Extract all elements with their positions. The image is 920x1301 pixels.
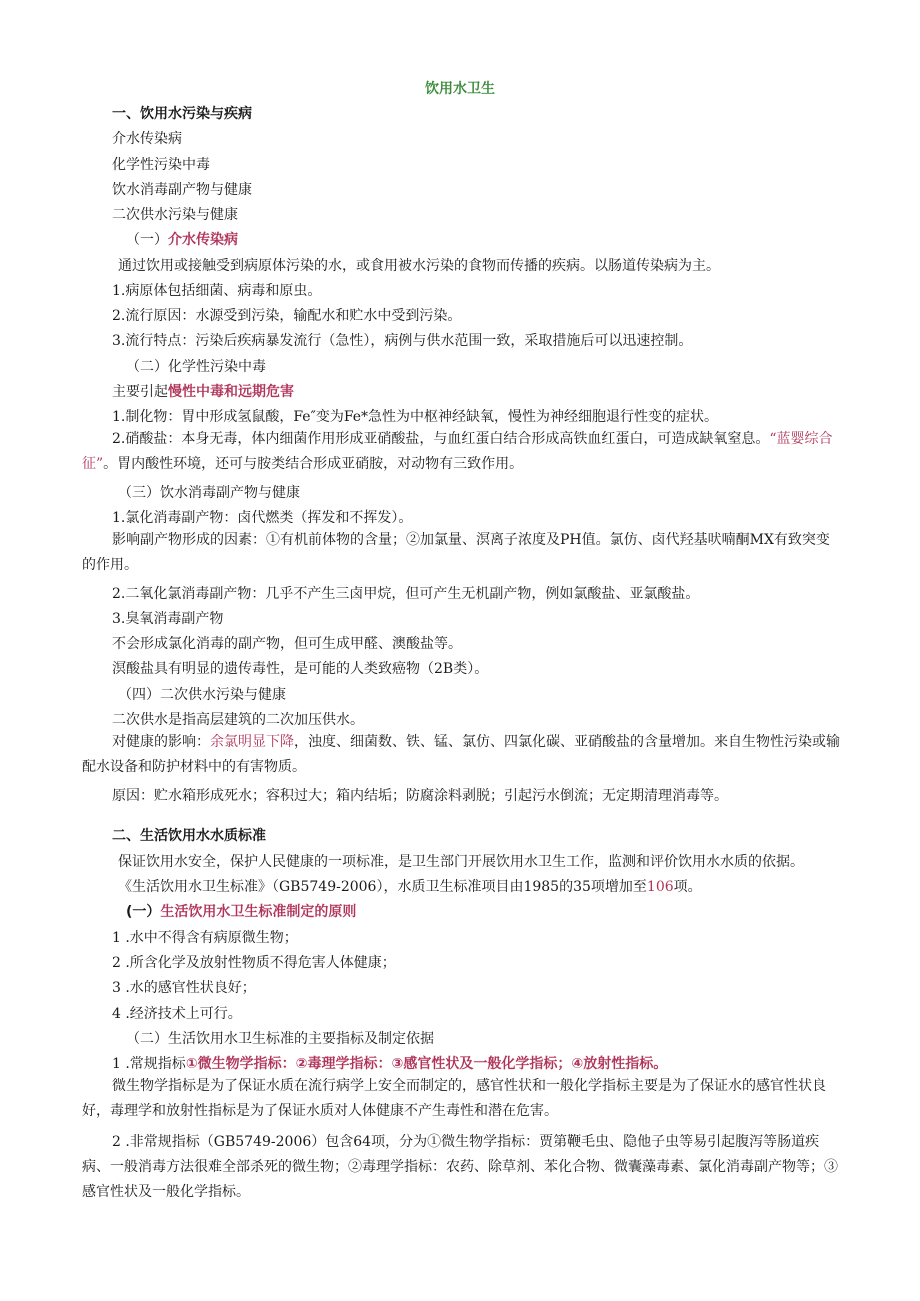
paragraph: 2.流行原因：水源受到污染，输配水和贮水中受到污染。 (112, 308, 462, 324)
highlight-text: ①微生物学指标：②毒理学指标：③感官性状及一般化学指标；④放射性指标。 (185, 1056, 668, 1072)
paragraph: 不会形成氯化消毒的副产物，但可生成甲醛、澳酸盐等。 (112, 636, 462, 652)
list-item: 化学性污染中毒 (112, 157, 210, 173)
paragraph: 微生物学指标是为了保证水质在流行病学上安全而制定的，感官性状和一般化学指标主要是为了保证水的感官性状良好，毒理学和放射性指标是为了保证水质对人体健康不产生毒性和潜在危害。 (82, 1078, 826, 1119)
paragraph (82, 427, 842, 477)
paragraph: 1.制化物：胃中形成氢鼠酸，Fe″变为Fe*急性为中枢神经缺氧，慢性为神经细胞退行性变的症状。 (112, 409, 719, 425)
list-item: 饮水消毒副产物与健康 (112, 182, 252, 198)
highlight-text: 慢性中毒和远期危害 (168, 384, 294, 400)
highlight-text: 余氯明显下降 (210, 734, 294, 750)
subsection-4-heading: （四）二次供水污染与健康 (118, 687, 286, 703)
paragraph: 原因：贮水箱形成死水；容积过大；箱内结垢；防腐涂料剥脱；引起污水倒流；无定期清理消毒等。 (112, 788, 728, 804)
paragraph-text: ，浊度、细菌数、铁、锰、氯仿、四氯化碳、亚硝酸盐的含量增加。来自生物性污染或输配水设备和防护材料中的有害物质。 (82, 734, 840, 775)
subsection-2-heading: （二）化学性污染中毒 (126, 359, 266, 375)
paragraph (118, 877, 848, 897)
list-item: 4 .经济技术上可行。 (112, 1006, 242, 1022)
subsection-title-highlight: 生活饮用水卫生标准制定的原则 (160, 904, 357, 920)
list-item: 介水传染病 (112, 131, 182, 147)
paragraph: 2 .非常规指标（GB5749-2006）包含64项，分为①微生物学指标：贾第鞭毛虫、隐他子虫等易引起腹泻等肠道疾病、一般消毒方法很难全部杀死的微生物；②毒理学指标：农药、除草剂、苯化合物、微囊藻毒素、氯化消毒副产物等；③感官性状及一般化学指标。 (82, 1134, 838, 1200)
paragraph-lead: 主要引起 (112, 384, 168, 400)
paragraph-text: 对健康的影响： (112, 734, 210, 750)
list-item: 2 .所含化学及放射性物质不得危害人体健康； (112, 955, 396, 971)
paragraph: 1.氯化消毒副产物：卤代燃类（挥发和不挥发）。 (112, 510, 413, 526)
subsection-heading: （二）生活饮用水卫生标准的主要指标及制定依据 (126, 1031, 434, 1047)
paragraph-text: 。胃内酸性环境，还可与胺类结合形成亚硝胺，对动物有三致作用。 (103, 456, 524, 472)
paragraph: 3.流行特点：污染后疾病暴发流行（急性），病例与供水范围一致，采取措施后可以迅速控制。 (112, 333, 693, 349)
paragraph: 二次供水是指高层建筑的二次加压供水。 (112, 712, 364, 728)
list-item: 3 .水的感官性状良好； (112, 980, 256, 996)
subsection-prefix: （一） (126, 232, 168, 248)
paragraph (112, 1054, 842, 1074)
paragraph: 溟酸盐具有明显的遗传毒性，是可能的人类致癌物（2B类）。 (112, 661, 489, 677)
paragraph-text: 《生活饮用水卫生标准》（GB5749-2006），水质卫生标准项目由1985的35项增加至 (118, 879, 647, 895)
paragraph: 1.病原体包括细菌、病毒和原虫。 (112, 283, 322, 299)
list-item: 1 .水中不得含有病原微生物； (112, 930, 298, 946)
paragraph (112, 382, 842, 402)
subsection-heading (126, 902, 856, 922)
paragraph-text: 项。 (673, 879, 702, 895)
paragraph: 通过饮用或接触受到病原体污染的水，或食用被水污染的食物而传播的疾病。以肠道传染病为主。 (118, 258, 720, 274)
paragraph-lead: 1 .常规指标 (112, 1056, 186, 1072)
paragraph-text: 2.硝酸盐：本身无毒，体内细菌作用形成亚硝酸盐，与血红蛋白结合形成高铁血红蛋白，可造成缺氧窒息。 (112, 431, 770, 447)
highlight-text: 106 (646, 879, 674, 895)
subsection-3-heading: （三）饮水消毒副产物与健康 (118, 485, 300, 501)
subsection-1-heading (126, 230, 856, 250)
paragraph: 保证饮用水安全，保护人民健康的一项标准，是卫生部门开展饮用水卫生工作，监测和评价饮用水水质的依据。 (118, 854, 804, 870)
document-title: 饮用水卫生 (425, 81, 495, 97)
paragraph: 2.二氧化氯消毒副产物：几乎不产生三卤甲烷，但可产生无机副产物，例如氯酸盐、亚氯酸盐。 (112, 586, 700, 602)
subsection-prefix: (一） (126, 904, 161, 920)
paragraph (82, 730, 842, 780)
paragraph: 影响副产物形成的因素：①有机前体物的含量；②加氯量、溟离子浓度及PH值。氯仿、卤代羟基吠喃酮MX有致突变的作用。 (82, 532, 830, 573)
section-1-heading: 一、饮用水污染与疾病 (112, 106, 252, 122)
subsection-title-highlight: 介水传染病 (168, 232, 238, 248)
list-item: 二次供水污染与健康 (112, 207, 238, 223)
section-2-heading: 二、生活饮用水水质标准 (112, 828, 266, 844)
highlight-text: “蓝婴综合征” (82, 431, 833, 472)
paragraph: 3.臭氧消毒副产物 (112, 611, 224, 627)
